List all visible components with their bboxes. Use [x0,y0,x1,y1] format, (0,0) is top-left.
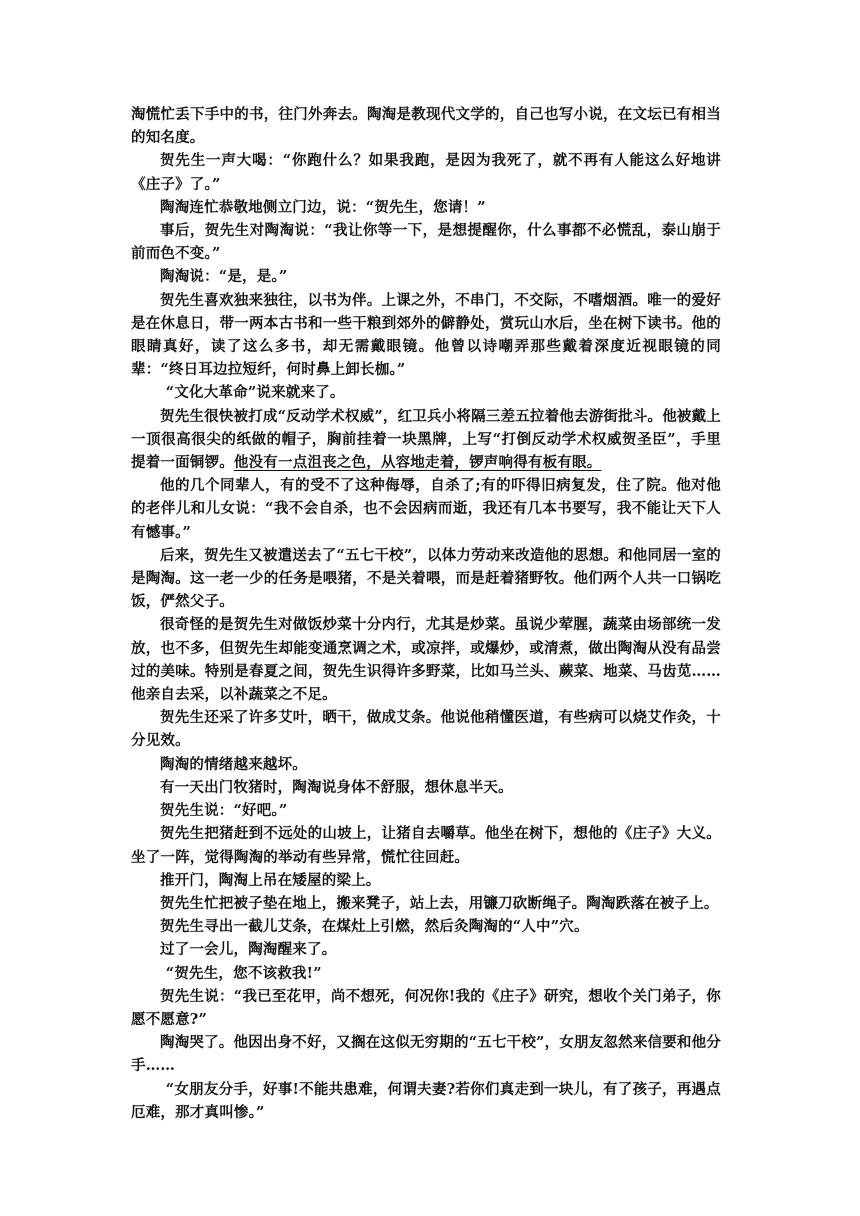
paragraph-24: “女朋友分手，好事!不能共患难，何谓夫妻?若你们真走到一块儿，有了孩子，再遇点厄难，那才真叫惨。” [131,1080,721,1121]
paragraph-3: 陶淘连忙恭敬地侧立门边，说：“贺先生，您请！” [160,198,486,216]
paragraph-16: 贺先生把猪赶到不远处的山坡上，让猪自去嚼草。他坐在树下，想他的《庄子》大义。坐了一阵，觉得陶淘的举动有些异常，慌忙往回赶。 [131,825,721,866]
story-text [131,103,721,1124]
paragraph-5: 陶淘说：“是，是。” [160,268,288,286]
paragraph-2: 贺先生一声大喝：“你跑什么？如果我跑，是因为我死了，就不再有人能这么好地讲《庄子》了。” [131,152,721,193]
paragraph-6: 贺先生喜欢独来独往，以书为伴。上课之外，不串门，不交际，不嗜烟酒。唯一的爱好是在休息日，带一两本古书和一些干粮到郊外的僻静处，赏玩山水后，坐在树下读书。他的眼睛真好，读了这么多书，却无需戴眼镜。他曾以诗嘲弄那些戴着深度近视眼镜的同辈：“终日耳边拉短纤，何时鼻上卸长枷。” [131,291,721,379]
paragraph-13: 陶淘的情绪越来越坏。 [160,755,307,773]
paragraph-8 [131,405,721,475]
paragraph-20: 过了一会儿，陶淘醒来了。 [160,941,337,959]
paragraph-18: 贺先生忙把被子垫在地上，搬来凳子，站上去，用镰刀砍断绳子。陶淘跌落在被子上。 [160,894,719,912]
paragraph-19: 贺先生寻出一截儿艾条，在煤灶上引燃，然后灸陶淘的“人中”穴。 [160,918,589,936]
paragraph-7: “文化大革命”说来就来了。 [165,384,345,402]
paragraph-4: 事后，贺先生对陶淘说：“我让你等一下，是想提醒你，什么事都不必慌乱，泰山崩于前而色不变。” [131,222,721,263]
paragraph-14: 有一天出门牧猪时，陶淘说身体不舒服，想休息半天。 [160,778,513,796]
paragraph-8-body: 贺先生很快被打成“反动学术权威”，红卫兵小将隔三差五拉着他去游街批斗。他被戴上一顶很高很尖的纸做的帽子，胸前挂着一块黑牌，上写“打倒反动学术权威贺圣臣”，手里提着一面铜锣。 [131,407,721,472]
paragraph-1: 淘慌忙丢下手中的书，往门外奔去。陶淘是教现代文学的，自己也写小说，在文坛已有相当的知名度。 [131,106,721,147]
paragraph-15: 贺先生说：“好吧。” [160,802,288,820]
underlined-sentence: 他没有一点沮丧之色，从容地走着，锣声响得有板有眼。 [233,454,602,472]
paragraph-17: 推开门，陶淘上吊在矮屋的梁上。 [160,871,381,889]
paragraph-23: 陶淘哭了。他因出身不好，又搁在这似无穷期的“五七干校”，女朋友忽然来信要和他分手…… [131,1034,721,1075]
paragraph-12: 贺先生还采了许多艾叶，晒干，做成艾条。他说他稍懂医道，有些病可以烧艾作灸，十分见效。 [131,709,721,750]
paragraph-21: “贺先生，您不该救我!” [165,964,322,982]
paragraph-22: 贺先生说：“我已至花甲，尚不想死，何况你!我的《庄子》研究，想收个关门弟子，你愿不愿意?” [131,987,721,1028]
paragraph-9: 他的几个同辈人，有的受不了这种侮辱，自杀了;有的吓得旧病复发，住了院。他对他的老伴儿和儿女说：“我不会自杀，也不会因病而逝，我还有几本书要写，我不能让天下人有憾事。” [131,477,721,541]
paragraph-11: 很奇怪的是贺先生对做饭炒菜十分内行，尤其是炒菜。虽说少荤腥，蔬菜由场部统一发放，也不多，但贺先生却能变通烹调之术，或凉拌，或爆炒，或清煮，做出陶淘从没有品尝过的美味。特别是春夏之间，贺先生识得许多野菜，比如马兰头、蕨菜、地菜、马齿苋……他亲自去采，以补蔬菜之不足。 [131,616,721,704]
paragraph-10: 后来，贺先生又被遣送去了“五七干校”，以体力劳动来改造他的思想。和他同居一室的是陶淘。这一老一少的任务是喂猪，不是关着喂，而是赶着猪野牧。他们两个人共一口锅吃饭，俨然父子。 [131,546,721,611]
